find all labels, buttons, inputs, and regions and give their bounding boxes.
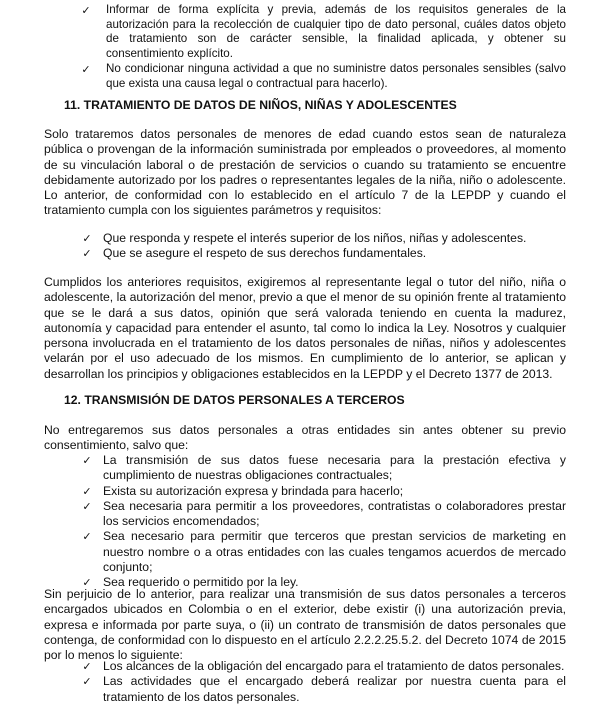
section-12-bullet-list — [80, 453, 566, 591]
checkmark-icon: ✓ — [82, 530, 92, 544]
list-item-text: Que se asegure el respeto de sus derechos fundamentales. — [103, 246, 427, 261]
checkmark-icon: ✓ — [82, 454, 92, 467]
checkmark-icon: ✓ — [82, 660, 92, 673]
list-item — [79, 3, 566, 61]
list-item-text: Sea necesaria para permitir a los proveedores, contratistas o colaboradores prestar los servicios encomendados; — [103, 498, 566, 529]
checkmark-icon: ✓ — [82, 576, 92, 590]
list-item-text: Sea requerido o permitido por la ley. — [103, 575, 299, 590]
list-item — [80, 231, 566, 246]
sensitive-data-bullet-list — [79, 3, 566, 92]
list-item-text: No condicionar ninguna actividad a que no suministre datos personales sensibles (salvo que exista una causa legal o contractual para hacerlo). — [106, 62, 566, 90]
checkmark-icon: ✓ — [81, 63, 91, 77]
checkmark-icon: ✓ — [82, 675, 92, 689]
checkmark-icon: ✓ — [82, 499, 92, 513]
list-item-text: Exista su autorización expresa y brindada para hacerlo; — [103, 483, 404, 498]
checkmark-icon: ✓ — [82, 484, 92, 498]
section-12-intro: No entregaremos sus datos personales a otras entidades sin antes obtener su previo consentimiento, salvo que: — [44, 423, 566, 453]
list-item-text: La transmisión de sus datos fuese necesaria para la prestación efectiva y cumplimiento de nuestras obligaciones contractuales; — [103, 453, 566, 483]
section-12-second-bullet-list — [80, 659, 566, 705]
list-item — [80, 484, 566, 499]
list-item — [80, 659, 566, 674]
list-item-text: Las actividades que el encargado deberá realizar por nuestra cuenta para el tratamiento de los datos personales. — [103, 674, 566, 704]
section-12-heading: 12. TRANSMISIÓN DE DATOS PERSONALES A TERCEROS — [64, 393, 405, 407]
checkmark-icon: ✓ — [82, 247, 92, 261]
section-11-closing: Cumplidos los anteriores requisitos, exigiremos al representante legal o tutor del niño, niña o adolescente, la autorización del menor, previo a que el menor de su opinión frente al tratamiento que se le dará a sus datos, opinión que será valorada teniendo en cuenta la madurez, autonomía y capacidad para entender el asunto, tal como lo indica la Ley. Nosotros y cualquier persona involucrada en el tratamiento de los datos personales de niñas, niños y adolescentes velarán por el uso adecuado de los mismos. En cumplimiento de lo anterior, se aplican y desarrollan los principios y obligaciones establecidos en la LEPDP y el Decreto 1377 de 2013. — [44, 275, 566, 381]
section-12-paragraph: Sin perjuicio de lo anterior, para realizar una transmisión de sus datos personales a terceros encargados ubicados en Colombia o en el exterior, debe existir (i) una autorización previa, expresa e informada por parte suya, o (ii) un contrato de transmisión de datos personales que contenga, de conformidad con lo dispuesto en el artículo 2.2.2.25.5.2. del Decreto 1074 de 2015 por lo menos lo siguiente: — [44, 587, 566, 663]
list-item — [80, 246, 566, 261]
list-item — [80, 453, 566, 484]
checkmark-icon: ✓ — [81, 4, 91, 17]
checkmark-icon: ✓ — [82, 232, 92, 245]
list-item — [80, 499, 566, 530]
section-11-bullet-list — [80, 231, 566, 262]
list-item — [79, 62, 566, 91]
list-item — [80, 674, 566, 705]
section-11-intro: Solo trataremos datos personales de menores de edad cuando estos sean de naturaleza pública o provengan de la información suministrada por empleados o proveedores, al momento de su vinculación laboral o de prestación de servicios o cuando su tratamiento se encuentre debidamente autorizado por los padres o representantes legales de la niña, niño o adolescente. Lo anterior, de conformidad con lo establecido en el artículo 7 de la LEPDP y cuando el tratamiento cumpla con los siguientes parámetros y requisitos: — [44, 127, 566, 218]
list-item-text: Sea necesario para permitir que terceros que prestan servicios de marketing en nuestro nombre o a otras entidades con las cuales tengamos acuerdos de mercado conjunto; — [103, 529, 566, 575]
list-item-text: Los alcances de la obligación del encargado para el tratamiento de datos personales. — [103, 659, 565, 673]
list-item-text: Que responda y respete el interés superior de los niños, niñas y adolescentes. — [103, 231, 527, 245]
list-item-text: Informar de forma explícita y previa, además de los requisitos generales de la autorización para la recolección de cualquier tipo de dato personal, cuáles datos objeto de tratamiento son de carácter sensible, la finalidad aplicada, y obtener su consentimiento explícito. — [106, 3, 566, 60]
section-11-heading: 11. TRATAMIENTO DE DATOS DE NIÑOS, NIÑAS Y ADOLESCENTES — [64, 98, 457, 112]
list-item — [80, 529, 566, 575]
